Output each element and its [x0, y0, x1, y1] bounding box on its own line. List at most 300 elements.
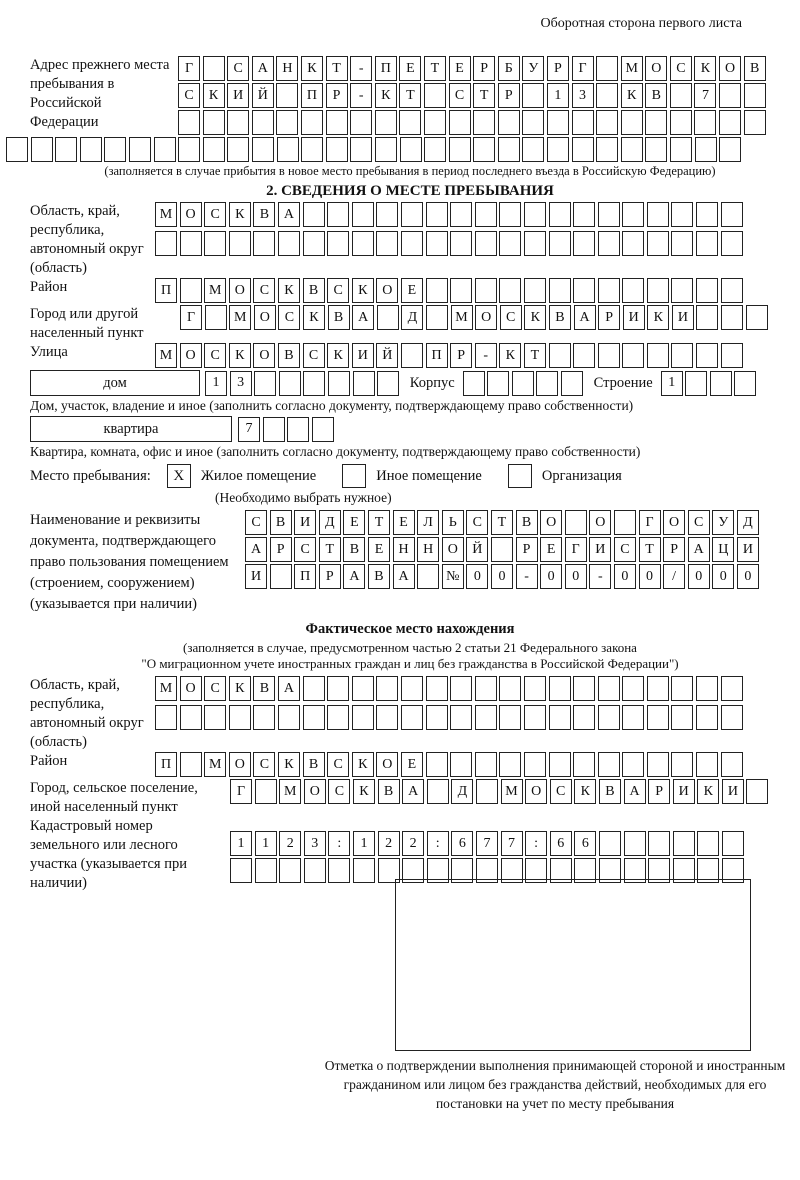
char-cell: О — [254, 305, 276, 330]
char-cell — [401, 231, 423, 256]
char-cell — [205, 305, 227, 330]
char-cell — [647, 676, 669, 701]
char-cell: О — [540, 510, 562, 535]
stay-option — [167, 464, 316, 488]
char-cell: П — [294, 564, 316, 589]
prev-address-label: Адрес прежнего места пребывания в Российской Федерации — [30, 57, 170, 130]
char-row — [230, 858, 746, 883]
house-row — [30, 370, 790, 396]
char-cell: В — [270, 510, 292, 535]
char-cell — [31, 137, 53, 162]
char-row — [238, 417, 336, 442]
char-cell — [352, 705, 374, 730]
char-cell: С — [294, 537, 316, 562]
char-cell — [622, 676, 644, 701]
char-cell — [303, 202, 325, 227]
char-cell — [254, 371, 276, 396]
char-cell — [696, 305, 718, 330]
char-cell — [303, 676, 325, 701]
char-cell: С — [550, 779, 572, 804]
char-row — [155, 676, 745, 701]
char-cell — [352, 202, 374, 227]
char-cell: П — [155, 752, 177, 777]
char-cell — [547, 110, 569, 135]
corpus-label: Корпус — [409, 374, 455, 391]
char-cell — [450, 202, 472, 227]
char-cell — [328, 858, 350, 883]
char-row — [155, 202, 745, 227]
char-cell — [427, 779, 449, 804]
char-cell — [312, 417, 334, 442]
char-cell — [721, 278, 743, 303]
char-cell — [670, 83, 692, 108]
char-cell — [353, 858, 375, 883]
char-cell — [399, 110, 421, 135]
char-cell: А — [278, 202, 300, 227]
char-cell — [598, 202, 620, 227]
char-cell: В — [343, 537, 365, 562]
char-cell: 3 — [230, 371, 252, 396]
char-cell — [376, 705, 398, 730]
char-cell — [648, 858, 670, 883]
char-row — [245, 537, 761, 562]
char-cell: Г — [230, 779, 252, 804]
char-cell: В — [549, 305, 571, 330]
char-cell — [671, 752, 693, 777]
char-cell: И — [672, 305, 694, 330]
char-cell — [426, 231, 448, 256]
char-cell — [734, 371, 756, 396]
char-cell: И — [623, 305, 645, 330]
prev-address-field — [30, 56, 790, 137]
char-row — [661, 371, 759, 396]
char-cell: М — [621, 56, 643, 81]
char-cell — [279, 371, 301, 396]
char-cell — [670, 137, 692, 162]
region2-rows — [155, 676, 745, 732]
char-cell — [203, 110, 225, 135]
char-cell: К — [303, 305, 325, 330]
char-cell — [263, 417, 285, 442]
char-cell — [549, 231, 571, 256]
char-cell: : — [525, 831, 547, 856]
char-cell: Г — [178, 56, 200, 81]
char-cell — [524, 231, 546, 256]
char-cell — [695, 137, 717, 162]
char-cell: А — [352, 305, 374, 330]
char-cell — [426, 305, 448, 330]
char-cell — [252, 110, 274, 135]
char-cell: 3 — [304, 831, 326, 856]
char-cell: Й — [466, 537, 488, 562]
char-cell: С — [327, 278, 349, 303]
char-cell — [129, 137, 151, 162]
char-cell — [722, 831, 744, 856]
char-cell: К — [375, 83, 397, 108]
char-cell: С — [204, 676, 226, 701]
char-cell — [499, 231, 521, 256]
stroenie-label: Строение — [593, 374, 653, 391]
char-cell: - — [475, 343, 497, 368]
char-cell — [710, 371, 732, 396]
char-cell: О — [253, 343, 275, 368]
char-cell: П — [426, 343, 448, 368]
char-cell — [671, 231, 693, 256]
char-cell — [426, 676, 448, 701]
char-cell — [450, 705, 472, 730]
char-cell: 0 — [565, 564, 587, 589]
char-cell — [227, 110, 249, 135]
char-cell: В — [599, 779, 621, 804]
char-cell: П — [301, 83, 323, 108]
char-cell: Т — [473, 83, 495, 108]
document-field — [30, 510, 790, 615]
apartment-box-label: квартира — [30, 416, 232, 442]
char-cell — [696, 278, 718, 303]
char-cell — [696, 705, 718, 730]
char-cell — [463, 371, 485, 396]
char-cell — [450, 278, 472, 303]
house-box-label: дом — [30, 370, 200, 396]
district2-label: Район — [30, 753, 68, 769]
char-cell — [287, 417, 309, 442]
char-cell: : — [328, 831, 350, 856]
char-cell: С — [278, 305, 300, 330]
char-cell: С — [245, 510, 267, 535]
char-row — [155, 343, 745, 368]
char-cell — [647, 231, 669, 256]
char-cell — [596, 137, 618, 162]
char-cell: С — [303, 343, 325, 368]
char-cell: В — [328, 305, 350, 330]
char-cell — [178, 110, 200, 135]
city-field — [30, 305, 790, 343]
char-cell: 2 — [402, 831, 424, 856]
prev-address-rows — [178, 56, 768, 137]
char-cell — [402, 858, 424, 883]
street-field — [30, 343, 790, 370]
char-cell: А — [624, 779, 646, 804]
char-cell: Р — [319, 564, 341, 589]
char-cell: К — [694, 56, 716, 81]
char-cell — [255, 779, 277, 804]
char-cell: О — [376, 752, 398, 777]
char-cell — [719, 83, 741, 108]
char-cell — [565, 510, 587, 535]
char-cell: И — [673, 779, 695, 804]
char-cell — [697, 858, 719, 883]
char-cell — [450, 231, 472, 256]
char-cell — [744, 110, 766, 135]
char-cell — [6, 137, 28, 162]
char-cell: М — [155, 343, 177, 368]
char-cell: О — [304, 779, 326, 804]
char-cell: 1 — [353, 831, 375, 856]
char-cell: О — [229, 278, 251, 303]
char-cell — [599, 831, 621, 856]
char-cell — [476, 779, 498, 804]
char-cell: С — [227, 56, 249, 81]
char-cell: К — [278, 752, 300, 777]
char-cell: 1 — [230, 831, 252, 856]
char-cell — [574, 858, 596, 883]
char-cell — [475, 752, 497, 777]
char-cell — [449, 137, 471, 162]
stamp-caption: Отметка о подтверждении выполнения принимающей стороной и иностранным гражданином или лицом без гражданства действий, необходимых для его постановки на учет по месту пребывания — [324, 1058, 786, 1111]
char-cell — [573, 278, 595, 303]
char-cell — [524, 705, 546, 730]
char-cell — [598, 231, 620, 256]
char-cell — [671, 343, 693, 368]
char-cell — [670, 110, 692, 135]
char-cell — [671, 676, 693, 701]
char-cell — [301, 110, 323, 135]
char-cell — [475, 676, 497, 701]
char-cell: К — [278, 278, 300, 303]
char-cell: И — [294, 510, 316, 535]
stay-type-label: Место пребывания: — [30, 467, 151, 484]
char-cell — [270, 564, 292, 589]
char-cell: Т — [319, 537, 341, 562]
char-cell: К — [524, 305, 546, 330]
char-cell: 6 — [550, 831, 572, 856]
char-cell — [229, 705, 251, 730]
char-cell — [573, 705, 595, 730]
char-cell — [499, 202, 521, 227]
char-cell: К — [301, 56, 323, 81]
char-cell — [499, 752, 521, 777]
char-cell: Т — [368, 510, 390, 535]
char-cell — [203, 56, 225, 81]
char-cell: 1 — [547, 83, 569, 108]
char-cell: Р — [598, 305, 620, 330]
char-cell: В — [744, 56, 766, 81]
char-cell: А — [252, 56, 274, 81]
char-cell — [253, 705, 275, 730]
char-cell — [352, 231, 374, 256]
char-cell: К — [352, 278, 374, 303]
char-cell: Ц — [712, 537, 734, 562]
stamp-box — [395, 879, 751, 1051]
char-cell — [327, 676, 349, 701]
char-cell — [621, 110, 643, 135]
char-cell — [721, 752, 743, 777]
char-cell: А — [245, 537, 267, 562]
char-cell: Д — [401, 305, 423, 330]
char-cell — [326, 110, 348, 135]
char-cell: В — [303, 278, 325, 303]
char-cell: - — [350, 56, 372, 81]
char-cell — [475, 231, 497, 256]
char-cell: К — [229, 676, 251, 701]
char-cell: К — [229, 343, 251, 368]
char-cell: С — [204, 202, 226, 227]
char-cell — [550, 858, 572, 883]
char-cell: О — [475, 305, 497, 330]
char-cell: Р — [663, 537, 685, 562]
char-cell — [549, 202, 571, 227]
char-cell: Е — [540, 537, 562, 562]
char-cell: И — [737, 537, 759, 562]
char-cell — [645, 137, 667, 162]
char-cell — [501, 858, 523, 883]
char-cell — [573, 676, 595, 701]
char-cell — [549, 705, 571, 730]
char-cell: Р — [450, 343, 472, 368]
char-cell — [746, 305, 768, 330]
char-cell: И — [352, 343, 374, 368]
char-row — [230, 779, 771, 804]
apartment-note: Квартира, комната, офис и иное (заполнить согласно документу, подтверждающему право собственности) — [30, 444, 641, 459]
char-cell — [204, 705, 226, 730]
char-cell — [475, 278, 497, 303]
stay-option-label: Жилое помещение — [200, 467, 317, 484]
char-cell — [350, 137, 372, 162]
char-cell — [155, 705, 177, 730]
char-cell — [719, 110, 741, 135]
char-cell — [622, 278, 644, 303]
street-label: Улица — [30, 344, 68, 360]
char-cell: П — [155, 278, 177, 303]
char-cell — [673, 831, 695, 856]
char-cell — [746, 779, 768, 804]
char-cell: 6 — [451, 831, 473, 856]
char-cell — [376, 202, 398, 227]
char-cell — [301, 137, 323, 162]
char-cell: М — [279, 779, 301, 804]
char-cell: О — [442, 537, 464, 562]
char-cell — [350, 110, 372, 135]
city2-label: Город, сельское поселение, иной населенный пункт — [30, 780, 198, 815]
char-cell — [252, 137, 274, 162]
char-cell: Г — [565, 537, 587, 562]
char-cell: С — [449, 83, 471, 108]
char-row — [230, 831, 746, 856]
char-cell — [696, 231, 718, 256]
char-cell: Е — [399, 56, 421, 81]
char-cell — [549, 676, 571, 701]
char-row — [205, 371, 402, 396]
house-note: Дом, участок, владение и иное (заполнить согласно документу, подтверждающему право собственности) — [30, 398, 634, 413]
char-cell: 0 — [688, 564, 710, 589]
char-cell — [180, 231, 202, 256]
char-cell: М — [155, 676, 177, 701]
char-cell — [376, 676, 398, 701]
stay-type-note: (Необходимо выбрать нужное) — [215, 490, 392, 505]
region2-label: Область, край, республика, автономный округ (область) — [30, 677, 144, 750]
char-cell — [303, 371, 325, 396]
char-cell — [400, 137, 422, 162]
char-cell — [648, 831, 670, 856]
char-cell — [427, 858, 449, 883]
char-cell: Т — [326, 56, 348, 81]
cadastre-field — [30, 817, 790, 893]
char-cell — [621, 137, 643, 162]
char-cell: С — [614, 537, 636, 562]
char-cell — [696, 676, 718, 701]
char-cell: С — [178, 83, 200, 108]
char-cell — [426, 705, 448, 730]
city-label: Город или другой населенный пункт — [30, 306, 144, 341]
char-cell: № — [442, 564, 464, 589]
char-cell — [353, 371, 375, 396]
char-cell — [424, 110, 446, 135]
char-cell — [598, 343, 620, 368]
char-cell — [401, 676, 423, 701]
char-cell: У — [712, 510, 734, 535]
char-cell — [697, 831, 719, 856]
char-cell: С — [328, 779, 350, 804]
char-cell — [721, 202, 743, 227]
char-cell — [596, 56, 618, 81]
char-cell: М — [229, 305, 251, 330]
char-cell: К — [229, 202, 251, 227]
stay-option — [342, 464, 482, 488]
char-cell — [721, 705, 743, 730]
char-cell: 7 — [694, 83, 716, 108]
char-cell — [722, 858, 744, 883]
char-cell: А — [278, 676, 300, 701]
region2-field — [30, 676, 790, 752]
char-cell — [255, 858, 277, 883]
char-cell — [498, 137, 520, 162]
char-cell — [304, 858, 326, 883]
char-cell — [327, 231, 349, 256]
actual-location-title: Фактическое место нахождения — [305, 621, 515, 637]
char-cell — [685, 371, 707, 396]
char-cell — [622, 705, 644, 730]
char-cell: Р — [648, 779, 670, 804]
char-cell: К — [353, 779, 375, 804]
char-cell: О — [180, 202, 202, 227]
char-cell — [614, 510, 636, 535]
char-cell — [378, 858, 400, 883]
char-cell — [204, 231, 226, 256]
page-header-note: Оборотная сторона первого листа — [540, 16, 742, 31]
char-cell — [512, 371, 534, 396]
char-cell — [671, 202, 693, 227]
char-cell: 0 — [614, 564, 636, 589]
char-cell — [721, 231, 743, 256]
prev-address-note: (заполняется в случае прибытия в новое место пребывания в период последнего въезда в Российскую Федерацию) — [104, 164, 716, 178]
char-cell: Н — [417, 537, 439, 562]
char-cell — [180, 705, 202, 730]
char-cell — [155, 231, 177, 256]
char-cell: Е — [393, 510, 415, 535]
char-cell — [426, 202, 448, 227]
char-cell: Е — [401, 752, 423, 777]
char-cell: - — [589, 564, 611, 589]
char-cell — [104, 137, 126, 162]
char-cell: И — [589, 537, 611, 562]
char-cell — [671, 278, 693, 303]
char-cell: И — [227, 83, 249, 108]
char-cell — [647, 343, 669, 368]
char-cell — [624, 831, 646, 856]
char-cell: О — [180, 343, 202, 368]
cadastre-label: Кадастровый номер земельного или лесного участка (указывается при наличии) — [30, 818, 187, 891]
char-cell — [377, 305, 399, 330]
char-cell — [326, 137, 348, 162]
char-cell: Б — [498, 56, 520, 81]
char-cell — [647, 202, 669, 227]
char-cell — [426, 278, 448, 303]
char-cell: В — [645, 83, 667, 108]
char-cell: В — [278, 343, 300, 368]
char-cell: М — [451, 305, 473, 330]
char-cell: Ь — [442, 510, 464, 535]
char-cell: О — [229, 752, 251, 777]
